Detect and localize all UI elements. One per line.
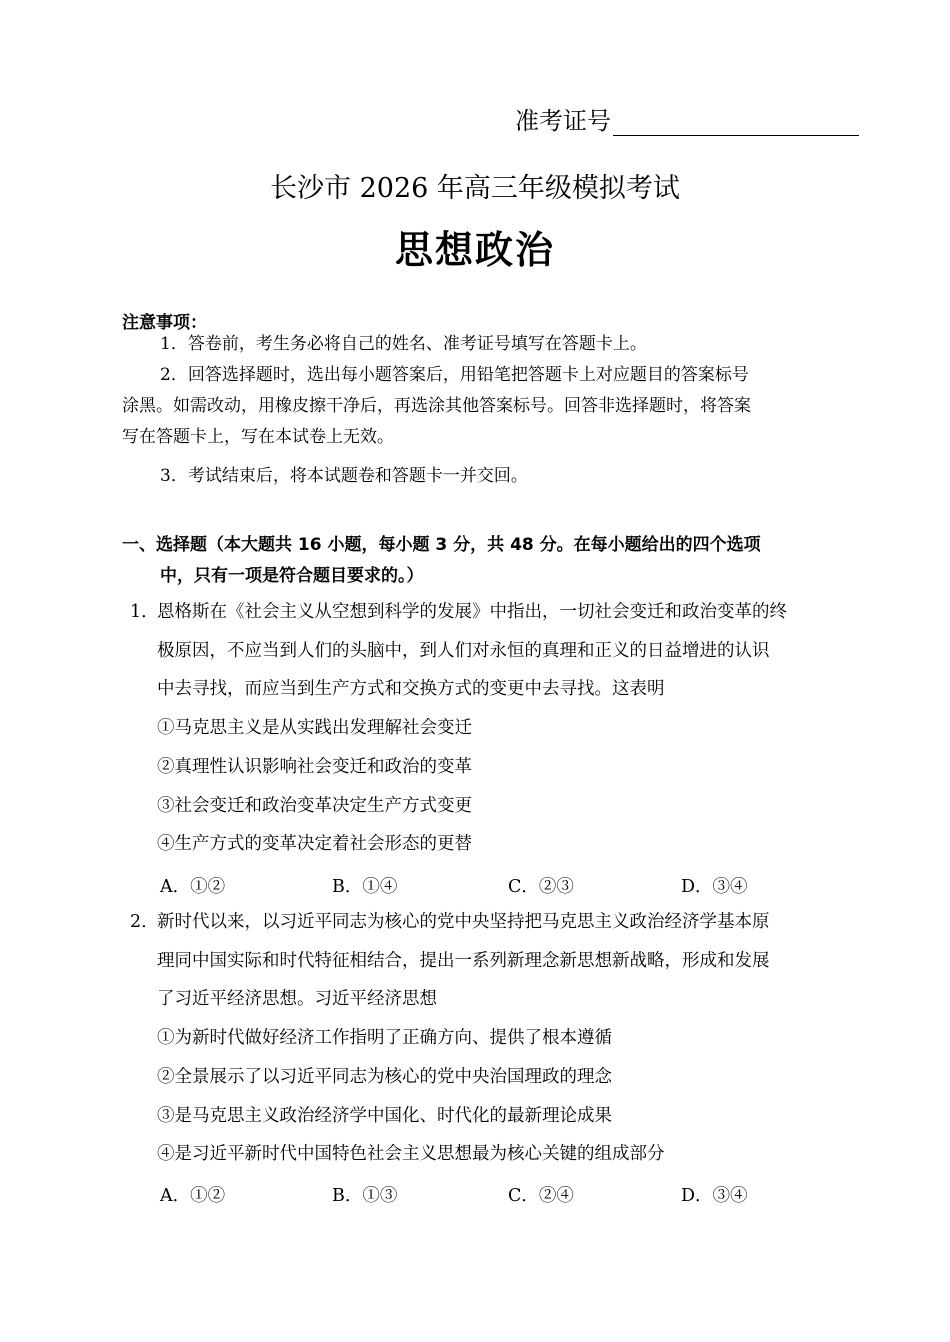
section-heading — [122, 530, 761, 592]
note-item: 写在答题卡上，写在本试卷上无效。 — [122, 427, 394, 447]
question-number: 1． — [130, 602, 159, 622]
question-statement: ③社会变迁和政治变革决定生产方式变更 — [157, 795, 472, 816]
admission-number-blank — [613, 111, 859, 136]
question-statement: ①马克思主义是从实践出发理解社会变迁 — [157, 718, 472, 739]
question-number: 2． — [130, 912, 159, 932]
question-stem-line: 了习近平经济思想。习近平经济思想 — [157, 989, 437, 1010]
question-statement: ③是马克思主义政治经济学中国化、时代化的最新理论成果 — [157, 1105, 612, 1126]
answer-choice-c: C．②③ — [508, 877, 574, 897]
answer-choice-b: B．①④ — [332, 877, 398, 897]
note-item: 涂黑。如需改动，用橡皮擦干净后，再选涂其他答案标号。回答非选择题时，将答案 — [122, 396, 751, 416]
answer-choice-b: B．①③ — [332, 1186, 398, 1206]
exam-title: 长沙市 2026 年高三年级模拟考试 — [270, 173, 680, 204]
note-item: 1．答卷前，考生务必将自己的姓名、准考证号填写在答题卡上。 — [160, 334, 647, 354]
section-heading-line: 中，只有一项是符合题目要求的。） — [160, 566, 424, 586]
notes-heading: 注意事项： — [122, 313, 207, 333]
admission-number-label: 准考证号 — [515, 107, 611, 135]
answer-choice-a: A．①② — [160, 877, 226, 897]
question-stem — [157, 903, 770, 1174]
question-statement: ②真理性认识影响社会变迁和政治的变革 — [157, 756, 472, 777]
question-stem-line: 中去寻找，而应当到生产方式和交换方式的变更中去寻找。这表明 — [157, 679, 665, 700]
answer-choice-a: A．①② — [160, 1186, 226, 1206]
question-stem-line: 恩格斯在《社会主义从空想到科学的发展》中指出，一切社会变迁和政治变革的终 — [157, 602, 787, 622]
question-statement: ②全景展示了以习近平同志为核心的党中央治国理政的理念 — [157, 1066, 612, 1087]
question-stem — [157, 593, 787, 864]
question-stem-line: 新时代以来，以习近平同志为核心的党中央坚持把马克思主义政治经济学基本原 — [157, 912, 770, 932]
subject-title: 思想政治 — [394, 228, 555, 272]
note-item: 3．考试结束后，将本试题卷和答题卡一并交回。 — [160, 466, 528, 486]
answer-choice-d: D．③④ — [681, 877, 748, 897]
question-stem-line: 理同中国实际和时代特征相结合，提出一系列新理念新思想新战略，形成和发展 — [157, 950, 770, 971]
question-statement: ④是习近平新时代中国特色社会主义思想最为核心关键的组成部分 — [157, 1144, 665, 1165]
question-stem-line: 极原因，不应当到人们的头脑中，到人们对永恒的真理和正义的日益增进的认识 — [157, 640, 770, 661]
admission-number-field — [515, 101, 859, 136]
answer-choice-c: C．②④ — [508, 1186, 574, 1206]
section-heading-line: 一、选择题（本大题共 16 小题，每小题 3 分，共 48 分。在每小题给出的四个选项 — [122, 535, 761, 555]
answer-choice-d: D．③④ — [681, 1186, 748, 1206]
question-statement: ①为新时代做好经济工作指明了正确方向、提供了根本遵循 — [157, 1028, 612, 1049]
question-statement: ④生产方式的变革决定着社会形态的更替 — [157, 834, 472, 855]
note-item: 2．回答选择题时，选出每小题答案后，用铅笔把答题卡上对应题目的答案标号 — [160, 365, 749, 385]
